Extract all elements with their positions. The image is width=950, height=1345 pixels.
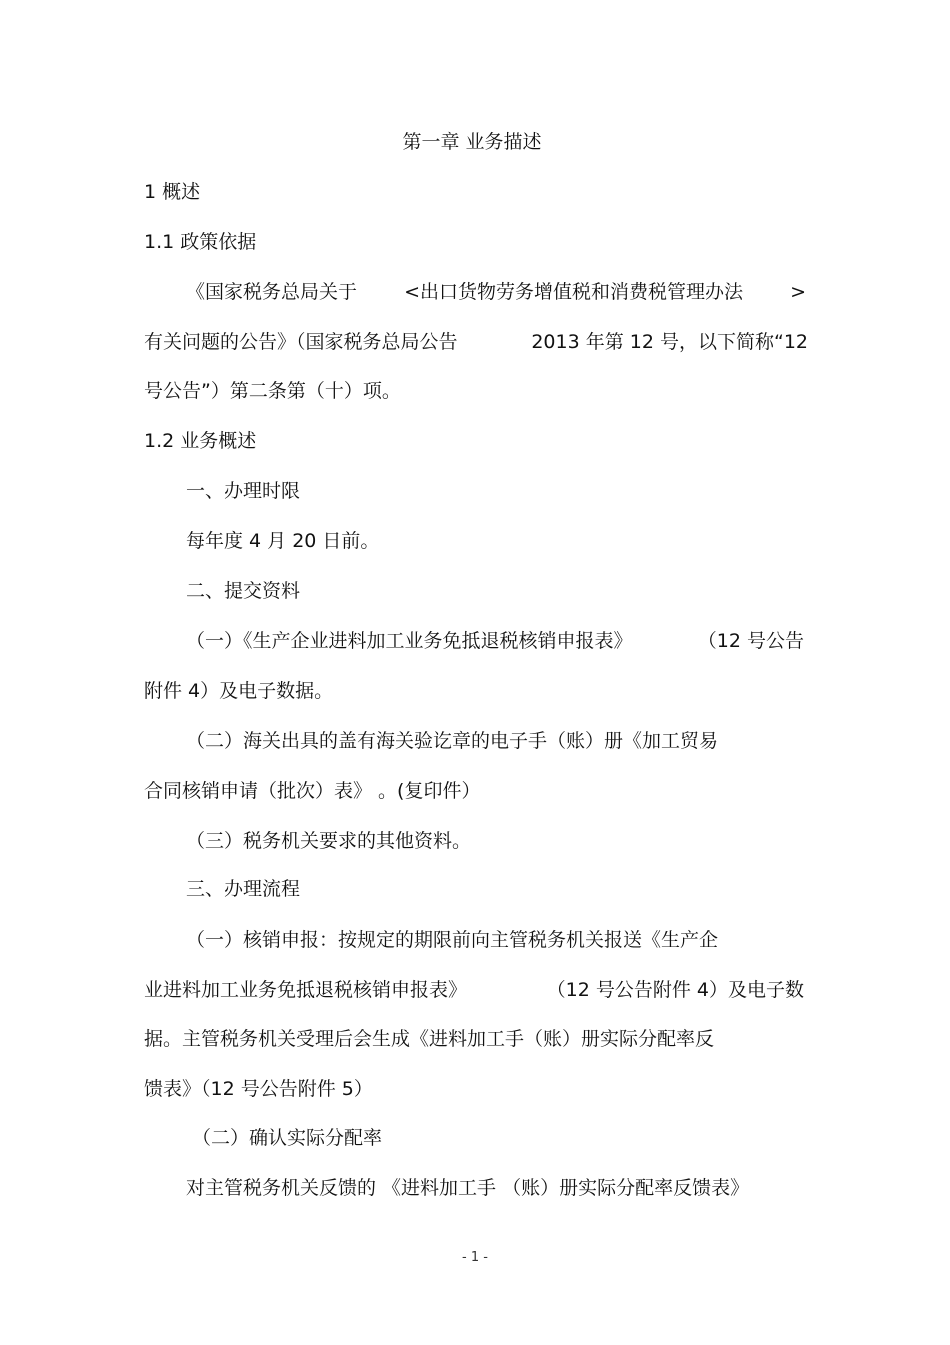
policy-line3: 号公告”）第二条第（十）项。 bbox=[144, 380, 401, 402]
time-limit-heading: 一、办理时限 bbox=[186, 480, 301, 502]
process-step2-heading: （二）确认实际分配率 bbox=[192, 1127, 383, 1149]
section-heading-policy-basis: 1.1 政策依据 bbox=[144, 231, 257, 253]
materials-item1-continued: 附件 4）及电子数据。 bbox=[144, 680, 334, 702]
process-step2-line1: 对主管税务机关反馈的 《进料加工手 （账）册实际分配率反馈表》 bbox=[186, 1177, 750, 1199]
materials-item1-part2: （12 号公告 bbox=[697, 630, 804, 652]
page-number: - 1 - bbox=[462, 1250, 488, 1265]
policy-line2-part2: 2013 年第 12 号，以下简称“12 bbox=[531, 331, 808, 353]
paragraph-line bbox=[186, 280, 806, 304]
paragraph-line bbox=[144, 330, 808, 354]
materials-heading: 二、提交资料 bbox=[186, 580, 301, 602]
section-heading-business-overview: 1.2 业务概述 bbox=[144, 430, 257, 452]
policy-line1-part3: > bbox=[790, 281, 806, 303]
section-heading-overview: 1 概述 bbox=[144, 181, 201, 203]
process-step1-line4: 馈表》（12 号公告附件 5） bbox=[144, 1078, 373, 1100]
materials-item1-part1: （一）《生产企业进料加工业务免抵退税核销申报表》 bbox=[186, 630, 633, 652]
paragraph-line bbox=[186, 629, 804, 653]
paragraph-line bbox=[144, 978, 804, 1002]
materials-item2-part1: （二）海关出具的盖有海关验讫章的电子手（账）册《加工贸易 bbox=[186, 730, 719, 752]
materials-item3: （三）税务机关要求的其他资料。 bbox=[186, 830, 472, 852]
chapter-title: 第一章 业务描述 bbox=[402, 131, 542, 153]
policy-line1-part1: 《国家税务总局关于 bbox=[186, 281, 358, 303]
materials-item2-part2: 合同核销申请（批次）表》 。(复印件） bbox=[144, 780, 481, 802]
process-step1-line2-part1: 业进料加工业务免抵退税核销申报表》 bbox=[144, 979, 468, 1001]
policy-line1-part2: <出口货物劳务增值税和消费税管理办法 bbox=[404, 281, 743, 303]
process-step1-line1: （一）核销申报：按规定的期限前向主管税务机关报送《生产企 bbox=[186, 929, 719, 951]
time-limit-text: 每年度 4 月 20 日前。 bbox=[186, 530, 380, 552]
policy-line2-part1: 有关问题的公告》（国家税务总局公告 bbox=[144, 331, 458, 353]
process-heading: 三、办理流程 bbox=[186, 878, 301, 900]
process-step1-line2-part2: （12 号公告附件 4）及电子数 bbox=[546, 979, 804, 1001]
process-step1-line3: 据。主管税务机关受理后会生成《进料加工手（账）册实际分配率反 bbox=[144, 1028, 715, 1050]
